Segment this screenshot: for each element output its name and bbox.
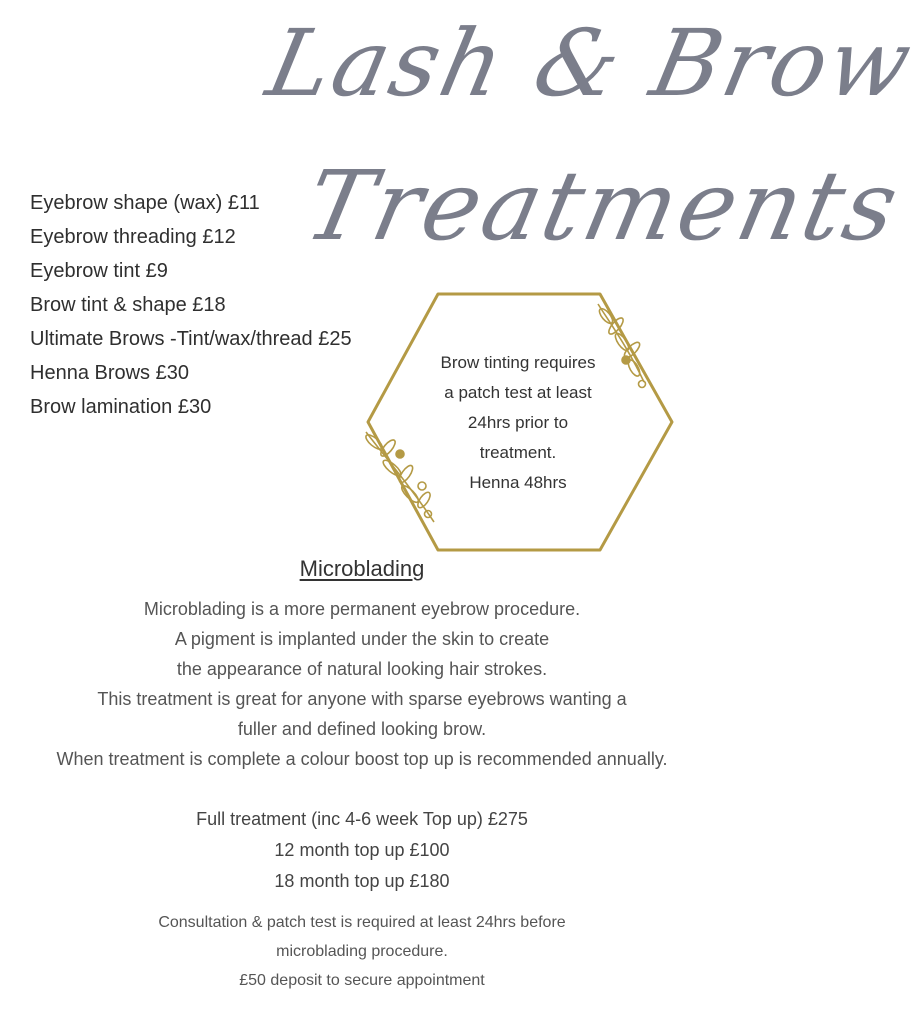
description-line: the appearance of natural looking hair strokes. xyxy=(176,659,548,679)
patch-test-note xyxy=(404,348,632,498)
patch-note-line: Henna 48hrs xyxy=(469,473,567,492)
patch-note-line: treatment. xyxy=(479,443,557,462)
page-title-line-2: Treatments xyxy=(296,150,910,262)
description-line: Microblading is a more permanent eyebrow procedure. xyxy=(143,599,581,619)
price-item: Henna Brows £30 xyxy=(30,362,189,384)
page-title-line-1: Lash & Brow xyxy=(258,10,923,117)
brow-price-list xyxy=(30,186,352,424)
price-item: Brow lamination £30 xyxy=(30,396,212,418)
microblading-price-item: 12 month top up £100 xyxy=(274,840,450,860)
consultation-line: £50 deposit to secure appointment xyxy=(239,972,485,989)
microblading-price-item: 18 month top up £180 xyxy=(274,871,450,891)
microblading-heading: Microblading xyxy=(299,556,425,581)
price-item: Ultimate Brows -Tint/wax/thread £25 xyxy=(30,328,352,350)
price-item: Eyebrow shape (wax) £11 xyxy=(30,192,260,214)
price-item: Eyebrow tint £9 xyxy=(30,260,168,282)
description-line: fuller and defined looking brow. xyxy=(237,719,487,739)
consultation-note xyxy=(0,908,724,995)
microblading-description xyxy=(0,594,724,774)
consultation-line: Consultation & patch test is required at least 24hrs before xyxy=(158,914,566,931)
consultation-line: microblading procedure. xyxy=(276,943,448,960)
description-line: A pigment is implanted under the skin to create xyxy=(174,629,550,649)
microblading-price-item: Full treatment (inc 4-6 week Top up) £275 xyxy=(196,809,528,829)
description-line: When treatment is complete a colour boost top up is recommended annually. xyxy=(56,749,668,769)
patch-note-line: 24hrs prior to xyxy=(467,413,569,432)
description-line: This treatment is great for anyone with sparse eyebrows wanting a xyxy=(97,689,627,709)
patch-note-line: a patch test at least xyxy=(444,383,592,402)
patch-note-line: Brow tinting requires xyxy=(440,353,596,372)
microblading-prices xyxy=(0,804,724,897)
price-item: Eyebrow threading £12 xyxy=(30,226,236,248)
price-item: Brow tint & shape £18 xyxy=(30,294,226,316)
